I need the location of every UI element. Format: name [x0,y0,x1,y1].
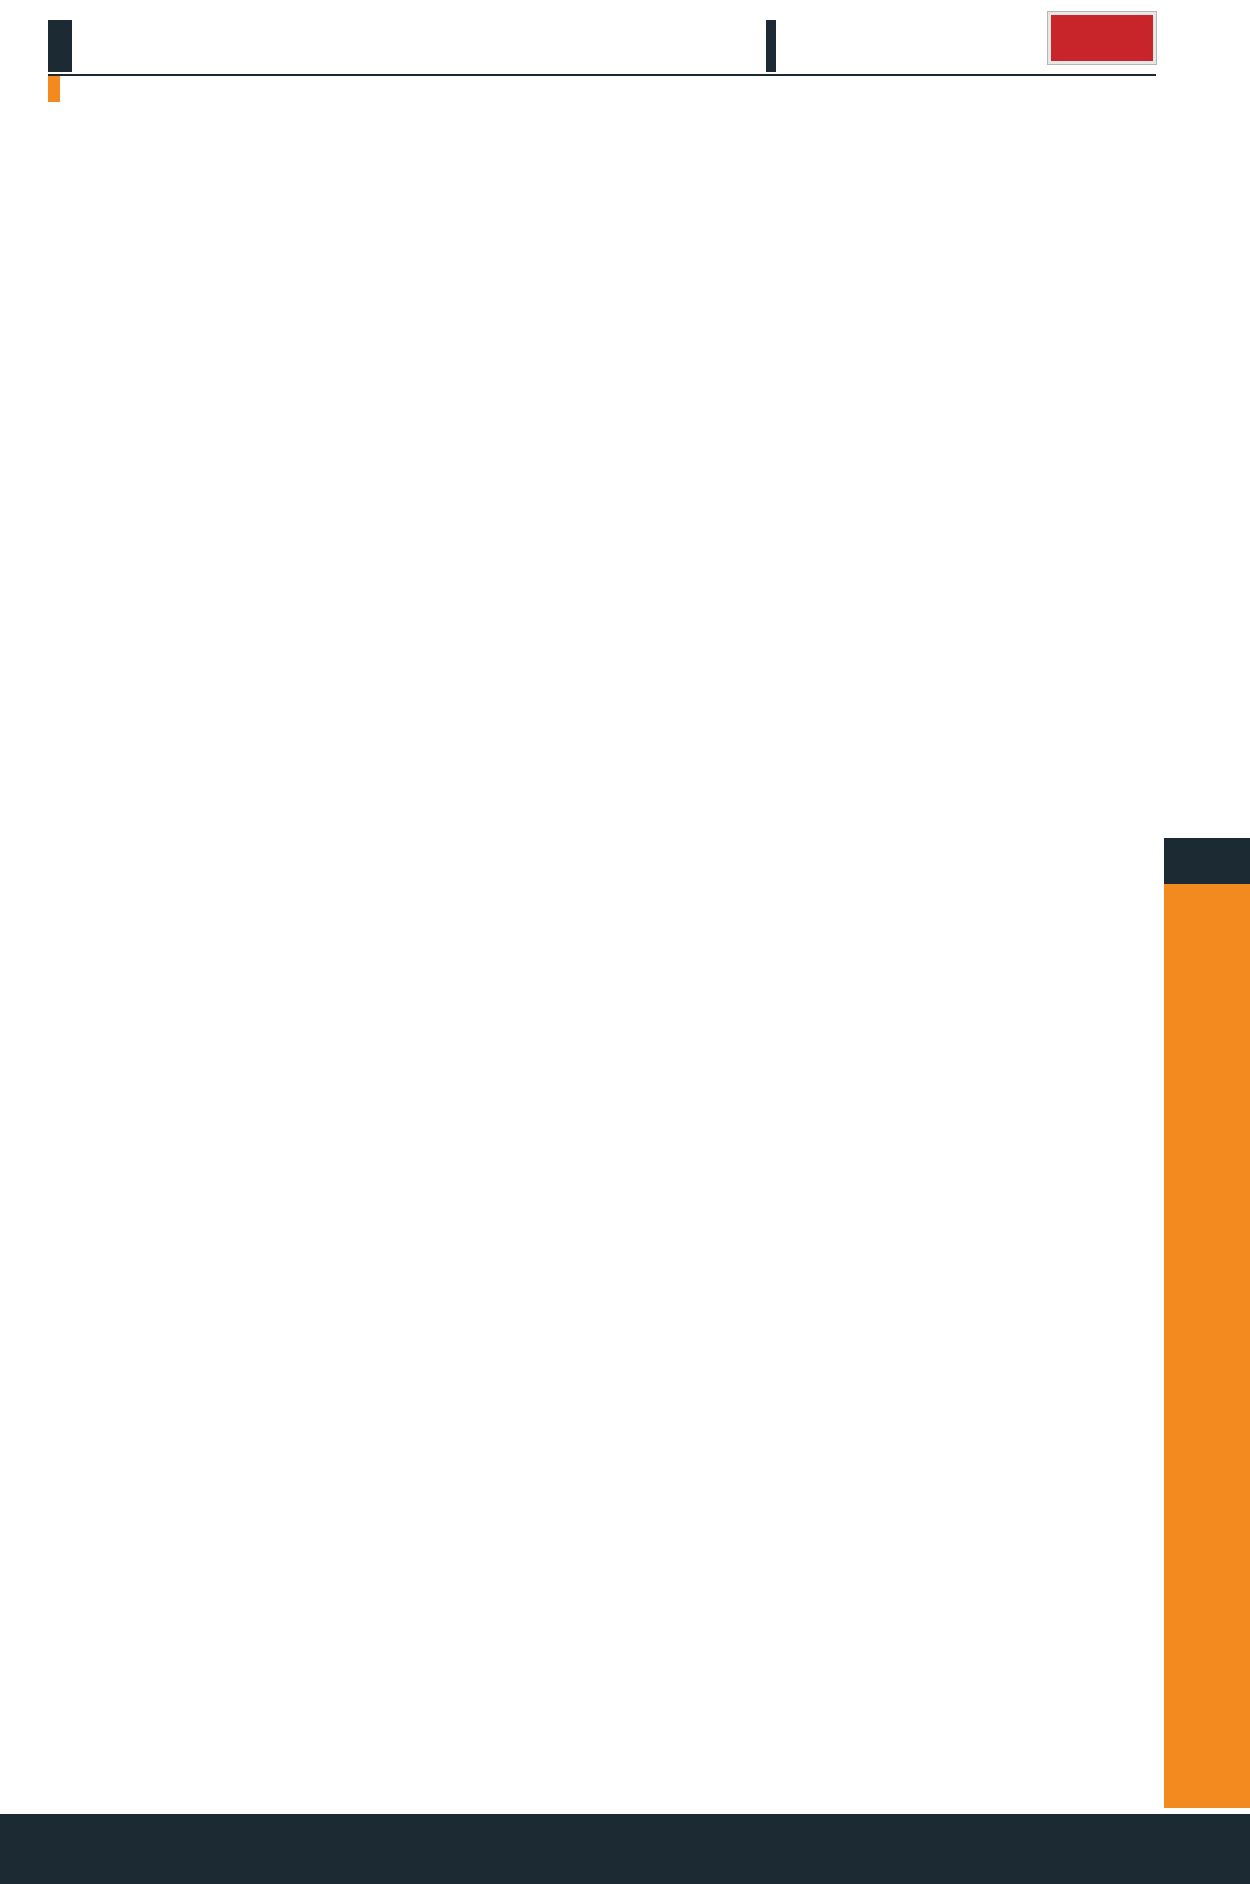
footer-bar [0,1814,1250,1884]
hyrid-logo [1048,12,1156,64]
page-number [1164,838,1250,884]
side-tab [1164,838,1250,1808]
page-title-secondary [508,20,528,72]
header-divider [48,74,1156,76]
page-subtitle [48,76,60,102]
title-accent-bar [766,20,776,72]
brand-m-logo [1164,1814,1250,1884]
page-title [48,20,72,72]
